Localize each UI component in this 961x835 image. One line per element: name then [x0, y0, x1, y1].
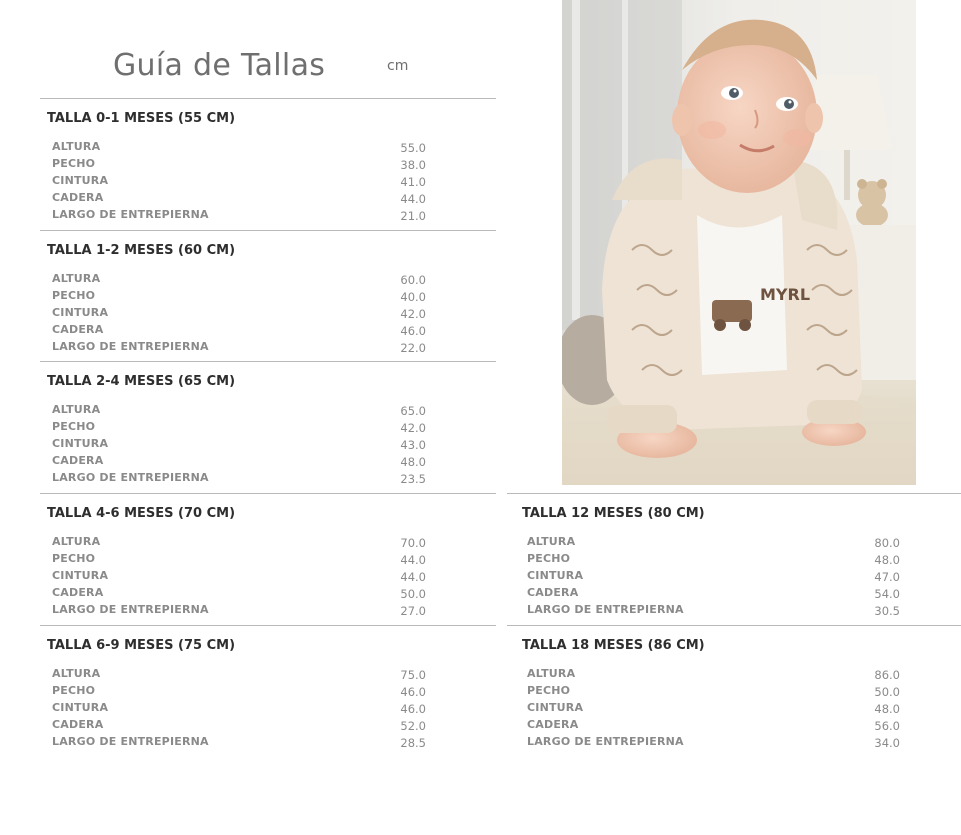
measurement-value: 75.0 [400, 668, 426, 682]
measurement-label: CADERA [527, 718, 579, 731]
baby-illustration [562, 0, 916, 485]
measurement-label: CINTURA [527, 569, 584, 582]
section-title: TALLA 1-2 MESES (60 CM) [47, 243, 236, 258]
measurement-row [52, 735, 462, 752]
measurement-value: 22.0 [400, 341, 426, 355]
measurement-row [52, 289, 462, 306]
measurement-row [52, 586, 462, 603]
measurement-label: PECHO [52, 289, 96, 302]
size-section [40, 638, 496, 753]
measurement-value: 46.0 [400, 702, 426, 716]
measurement-value: 28.5 [400, 736, 426, 750]
measurement-row [52, 340, 462, 357]
measurement-label: LARGO DE ENTREPIERNA [527, 603, 684, 616]
measurement-row [527, 701, 937, 718]
size-section [515, 506, 955, 621]
measurement-value: 41.0 [400, 175, 426, 189]
size-section [40, 506, 496, 621]
measurement-value: 65.0 [400, 404, 426, 418]
measurement-row [527, 569, 937, 586]
measurement-label: PECHO [527, 552, 571, 565]
measurement-value: 86.0 [874, 668, 900, 682]
measurement-value: 60.0 [400, 273, 426, 287]
measurement-label: CADERA [52, 586, 104, 599]
measurement-value: 80.0 [874, 536, 900, 550]
measurement-value: 48.0 [400, 455, 426, 469]
measurement-value: 30.5 [874, 604, 900, 618]
measurement-label: CADERA [527, 586, 579, 599]
size-section [40, 111, 496, 226]
page-title: Guía de Tallas [113, 48, 326, 83]
measurement-row [52, 437, 462, 454]
measurement-label: CINTURA [52, 306, 109, 319]
measurement-row [52, 603, 462, 620]
measurement-value: 23.5 [400, 472, 426, 486]
divider [507, 625, 961, 626]
measurement-value: 40.0 [400, 290, 426, 304]
measurement-value: 54.0 [874, 587, 900, 601]
divider [40, 230, 496, 231]
measurement-value: 50.0 [400, 587, 426, 601]
section-title: TALLA 18 MESES (86 CM) [522, 638, 705, 653]
measurement-label: CINTURA [52, 437, 109, 450]
measurement-label: PECHO [52, 157, 96, 170]
measurement-row [52, 684, 462, 701]
measurement-label: LARGO DE ENTREPIERNA [52, 603, 209, 616]
section-title: TALLA 12 MESES (80 CM) [522, 506, 705, 521]
measurement-label: CINTURA [527, 701, 584, 714]
measurement-row [52, 701, 462, 718]
measurement-label: CINTURA [52, 174, 109, 187]
measurement-value: 52.0 [400, 719, 426, 733]
measurement-label: ALTURA [52, 667, 101, 680]
size-section [40, 374, 496, 489]
measurement-label: PECHO [52, 552, 96, 565]
baby-photo [562, 0, 916, 485]
measurement-label: LARGO DE ENTREPIERNA [527, 735, 684, 748]
measurement-value: 21.0 [400, 209, 426, 223]
section-title: TALLA 6-9 MESES (75 CM) [47, 638, 236, 653]
measurement-value: 44.0 [400, 570, 426, 584]
measurement-row [527, 667, 937, 684]
measurement-value: 70.0 [400, 536, 426, 550]
measurement-label: CADERA [52, 191, 104, 204]
measurement-label: ALTURA [52, 403, 101, 416]
measurement-label: LARGO DE ENTREPIERNA [52, 735, 209, 748]
measurement-value: 47.0 [874, 570, 900, 584]
measurement-label: CADERA [52, 718, 104, 731]
measurement-label: ALTURA [52, 535, 101, 548]
section-title: TALLA 2-4 MESES (65 CM) [47, 374, 236, 389]
sweater-print-text: MYRL [760, 285, 811, 304]
measurement-value: 34.0 [874, 736, 900, 750]
measurement-label: ALTURA [527, 535, 576, 548]
measurement-row [52, 667, 462, 684]
measurement-row [527, 735, 937, 752]
measurement-value: 43.0 [400, 438, 426, 452]
measurement-label: CADERA [52, 323, 104, 336]
measurement-row [52, 272, 462, 289]
size-section [515, 638, 955, 753]
measurement-value: 50.0 [874, 685, 900, 699]
measurement-row [52, 718, 462, 735]
measurement-row [52, 140, 462, 157]
measurement-value: 42.0 [400, 421, 426, 435]
measurement-label: CINTURA [52, 569, 109, 582]
section-title: TALLA 0-1 MESES (55 CM) [47, 111, 236, 126]
measurement-label: PECHO [52, 684, 96, 697]
divider [40, 361, 496, 362]
divider [40, 625, 496, 626]
measurement-row [52, 420, 462, 437]
measurement-row [527, 552, 937, 569]
measurement-row [52, 535, 462, 552]
measurement-row [527, 535, 937, 552]
measurement-value: 38.0 [400, 158, 426, 172]
measurement-value: 48.0 [874, 553, 900, 567]
measurement-row [52, 157, 462, 174]
measurement-label: ALTURA [527, 667, 576, 680]
measurement-label: CINTURA [52, 701, 109, 714]
measurement-row [52, 323, 462, 340]
measurement-row [52, 552, 462, 569]
measurement-row [52, 174, 462, 191]
measurement-row [527, 718, 937, 735]
measurement-row [52, 403, 462, 420]
measurement-value: 27.0 [400, 604, 426, 618]
measurement-row [52, 306, 462, 323]
measurement-label: ALTURA [52, 272, 101, 285]
measurement-row [52, 569, 462, 586]
measurement-row [52, 191, 462, 208]
measurement-label: LARGO DE ENTREPIERNA [52, 471, 209, 484]
measurement-value: 42.0 [400, 307, 426, 321]
measurement-value: 44.0 [400, 553, 426, 567]
measurement-label: LARGO DE ENTREPIERNA [52, 340, 209, 353]
unit-label: cm [387, 58, 409, 74]
divider [40, 98, 496, 99]
measurement-value: 56.0 [874, 719, 900, 733]
size-section [40, 243, 496, 358]
measurement-label: PECHO [52, 420, 96, 433]
measurement-value: 46.0 [400, 324, 426, 338]
measurement-row [527, 586, 937, 603]
measurement-value: 46.0 [400, 685, 426, 699]
measurement-label: CADERA [52, 454, 104, 467]
measurement-value: 44.0 [400, 192, 426, 206]
measurement-label: LARGO DE ENTREPIERNA [52, 208, 209, 221]
measurement-label: PECHO [527, 684, 571, 697]
measurement-row [52, 471, 462, 488]
measurement-row [527, 684, 937, 701]
measurement-label: ALTURA [52, 140, 101, 153]
measurement-value: 55.0 [400, 141, 426, 155]
measurement-row [52, 454, 462, 471]
divider [40, 493, 496, 494]
measurement-row [52, 208, 462, 225]
measurement-row [527, 603, 937, 620]
divider [507, 493, 961, 494]
section-title: TALLA 4-6 MESES (70 CM) [47, 506, 236, 521]
measurement-value: 48.0 [874, 702, 900, 716]
